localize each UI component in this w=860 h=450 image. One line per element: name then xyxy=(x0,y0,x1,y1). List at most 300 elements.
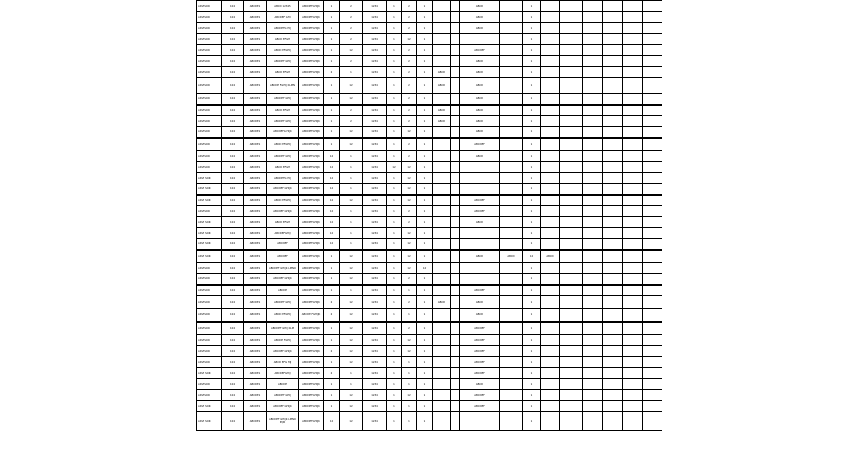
table-cell: 104 xyxy=(222,162,244,173)
table-cell: ABCD 12345 xyxy=(267,1,299,12)
table-cell xyxy=(560,151,583,162)
table-cell xyxy=(541,173,560,184)
table-cell: 12 xyxy=(340,309,363,322)
table-cell xyxy=(451,173,460,184)
table-cell xyxy=(500,138,523,151)
table-cell: ABCDE1 xyxy=(244,162,267,173)
table-cell: 1 xyxy=(523,412,541,431)
table-cell xyxy=(623,23,643,34)
table-cell: 1 xyxy=(387,138,402,151)
table-cell xyxy=(583,309,603,322)
table-cell: ABCD xyxy=(433,105,451,116)
table-cell: 1 xyxy=(387,116,402,127)
table-cell: ABCDEF GHIJ xyxy=(267,116,299,127)
table-row xyxy=(197,368,663,379)
table-cell: 12 xyxy=(340,401,363,412)
table-cell: 2 xyxy=(402,45,417,56)
table-cell xyxy=(560,127,583,138)
table-cell xyxy=(451,379,460,390)
table-cell: 1 xyxy=(417,379,433,390)
table-cell: 1234 xyxy=(363,390,387,401)
table-cell xyxy=(541,151,560,162)
table-cell xyxy=(603,228,623,239)
table-cell: ABCD EFGH xyxy=(267,217,299,228)
table-cell: ABCDEFGHIJK xyxy=(299,67,324,78)
table-row xyxy=(197,12,663,23)
table-cell xyxy=(560,228,583,239)
table-cell xyxy=(460,228,500,239)
table-cell xyxy=(583,138,603,151)
table-cell: 12 xyxy=(340,412,363,431)
table-cell: ABCDEF xyxy=(267,239,299,250)
table-cell xyxy=(541,401,560,412)
table-cell: ABCDE FGHIJ xyxy=(267,335,299,346)
table-cell: ABCD xyxy=(433,116,451,127)
table-cell: 1 xyxy=(417,67,433,78)
table-cell: ADVISOR xyxy=(197,67,222,78)
table-cell: 1 xyxy=(417,195,433,206)
table-cell: ABCDE1 xyxy=(244,1,267,12)
table-cell: 2 xyxy=(324,296,340,309)
table-cell: 12 xyxy=(324,151,340,162)
table-cell: ADVISOR xyxy=(197,285,222,296)
table-cell: 1 xyxy=(402,309,417,322)
table-cell xyxy=(460,263,500,274)
table-row xyxy=(197,34,663,45)
table-row xyxy=(197,116,663,127)
table-cell: ABCD xyxy=(460,67,500,78)
table-cell: ABCDEFGHIJK xyxy=(299,274,324,285)
table-cell: 1 xyxy=(324,127,340,138)
table-cell: 104 xyxy=(222,45,244,56)
table-cell: 12 xyxy=(324,239,340,250)
table-cell: ABCDEF xyxy=(460,346,500,357)
table-cell: 1 xyxy=(417,138,433,151)
table-cell xyxy=(541,239,560,250)
table-cell xyxy=(460,184,500,195)
table-cell: 1 xyxy=(523,217,541,228)
table-cell: 2 xyxy=(402,116,417,127)
table-cell xyxy=(643,285,663,296)
table-cell: 1 xyxy=(523,34,541,45)
table-cell: ABCDEF xyxy=(460,138,500,151)
table-cell: 1 xyxy=(523,184,541,195)
table-cell: 104 xyxy=(222,184,244,195)
table-cell xyxy=(643,23,663,34)
table-cell xyxy=(603,67,623,78)
table-cell xyxy=(500,285,523,296)
table-cell: 12 xyxy=(523,250,541,263)
table-cell: 1 xyxy=(324,12,340,23)
table-cell xyxy=(500,274,523,285)
table-cell xyxy=(560,285,583,296)
table-cell xyxy=(583,1,603,12)
table-cell: 1 xyxy=(387,285,402,296)
table-cell: 1 xyxy=(324,94,340,105)
table-cell xyxy=(541,127,560,138)
table-cell xyxy=(623,296,643,309)
table-cell xyxy=(643,217,663,228)
table-cell: 12 xyxy=(402,239,417,250)
table-cell xyxy=(583,116,603,127)
table-cell xyxy=(623,401,643,412)
table-cell xyxy=(583,162,603,173)
table-cell: 1 xyxy=(340,239,363,250)
table-cell xyxy=(451,309,460,322)
table-cell: ADVISOR xyxy=(197,151,222,162)
table-cell: ADVISOR xyxy=(197,357,222,368)
table-cell xyxy=(583,322,603,335)
table-cell: 1 xyxy=(387,45,402,56)
table-cell: 1 xyxy=(340,368,363,379)
table-cell: 2 xyxy=(402,23,417,34)
table-cell: ABCD xyxy=(460,12,500,23)
table-cell xyxy=(541,228,560,239)
table-cell: ABCDEFGHIJK xyxy=(299,401,324,412)
table-cell: ADVISOR xyxy=(197,116,222,127)
table-cell: 104 xyxy=(222,23,244,34)
table-cell xyxy=(603,184,623,195)
table-cell: ABCDEFGHIJK xyxy=(299,127,324,138)
table-cell: 1 xyxy=(324,1,340,12)
table-cell xyxy=(560,357,583,368)
table-cell: ADVISOR xyxy=(197,127,222,138)
table-cell xyxy=(500,184,523,195)
table-cell: 1234 xyxy=(363,322,387,335)
table-cell: ABCDEFGHIJK xyxy=(299,105,324,116)
table-cell: ABCDE1 xyxy=(244,78,267,94)
table-cell xyxy=(603,78,623,94)
table-cell xyxy=(603,357,623,368)
table-cell xyxy=(451,368,460,379)
table-cell: 1 xyxy=(523,368,541,379)
table-cell xyxy=(560,412,583,431)
table-cell xyxy=(643,78,663,94)
table-cell xyxy=(560,217,583,228)
table-cell xyxy=(541,12,560,23)
table-cell xyxy=(560,263,583,274)
table-cell: 12 xyxy=(402,335,417,346)
table-cell: ABCD xyxy=(460,78,500,94)
table-cell xyxy=(433,162,451,173)
table-cell: ABCDEFGHIJK xyxy=(299,346,324,357)
table-cell xyxy=(500,239,523,250)
table-cell: 1 xyxy=(417,127,433,138)
table-cell xyxy=(603,239,623,250)
table-cell xyxy=(451,401,460,412)
table-cell xyxy=(583,12,603,23)
table-cell: ABCD EFGH xyxy=(267,34,299,45)
table-cell: ABCD EFGHIJ xyxy=(267,195,299,206)
table-cell: ABCDEFGHIJ xyxy=(267,228,299,239)
table-cell xyxy=(541,263,560,274)
table-cell xyxy=(643,263,663,274)
table-cell: 1 xyxy=(523,12,541,23)
table-cell: 1 xyxy=(523,228,541,239)
table-cell: 1234 xyxy=(363,357,387,368)
table-cell: 12 xyxy=(387,162,402,173)
table-cell xyxy=(541,78,560,94)
table-cell: ADVISOR xyxy=(197,12,222,23)
table-cell: 1 xyxy=(387,195,402,206)
table-cell: 1 xyxy=(340,285,363,296)
table-cell xyxy=(603,412,623,431)
table-cell xyxy=(623,34,643,45)
table-cell xyxy=(643,250,663,263)
table-cell xyxy=(603,322,623,335)
table-cell xyxy=(541,67,560,78)
table-cell: ABCDEFGHIJK xyxy=(299,357,324,368)
table-cell: 1 xyxy=(417,228,433,239)
table-cell: 1 xyxy=(417,116,433,127)
table-row xyxy=(197,274,663,285)
table-cell xyxy=(643,274,663,285)
table-cell: 1 xyxy=(387,401,402,412)
table-cell: ABCDE1 xyxy=(244,195,267,206)
table-cell: ABCDE1 xyxy=(244,67,267,78)
table-cell xyxy=(603,45,623,56)
table-cell xyxy=(451,390,460,401)
table-cell: ABCDEF GHIJK xyxy=(267,274,299,285)
table-cell: 1 xyxy=(340,217,363,228)
table-cell: 1 xyxy=(340,379,363,390)
table-cell: 12 xyxy=(340,335,363,346)
table-cell xyxy=(603,34,623,45)
table-cell xyxy=(500,23,523,34)
table-cell: 1234 xyxy=(363,379,387,390)
table-cell: ABCDE1 xyxy=(244,263,267,274)
table-cell: 1 xyxy=(387,151,402,162)
table-cell xyxy=(583,250,603,263)
table-cell: 104 xyxy=(222,379,244,390)
table-cell: ABCDEFGHIJK xyxy=(299,162,324,173)
table-cell xyxy=(541,116,560,127)
table-row xyxy=(197,401,663,412)
table-cell xyxy=(560,239,583,250)
table-cell xyxy=(643,173,663,184)
table-cell xyxy=(643,346,663,357)
table-row xyxy=(197,162,663,173)
table-cell: 104 xyxy=(222,195,244,206)
table-cell xyxy=(623,263,643,274)
table-cell: 104 xyxy=(222,309,244,322)
table-cell: 1 xyxy=(417,78,433,94)
table-cell: 2 xyxy=(402,151,417,162)
table-row xyxy=(197,228,663,239)
table-cell: 1 xyxy=(402,379,417,390)
table-cell xyxy=(623,379,643,390)
table-cell xyxy=(560,379,583,390)
table-cell: 1 xyxy=(387,78,402,94)
table-cell xyxy=(451,206,460,217)
table-cell: 12 xyxy=(340,296,363,309)
table-cell: 12 xyxy=(324,184,340,195)
table-cell: 12 xyxy=(324,173,340,184)
table-cell xyxy=(643,412,663,431)
table-cell: 1 xyxy=(387,217,402,228)
table-cell: 2 xyxy=(402,105,417,116)
table-cell: 1 xyxy=(324,23,340,34)
table-cell: 104 xyxy=(222,401,244,412)
table-cell xyxy=(541,309,560,322)
table-cell: ADVISOR xyxy=(197,263,222,274)
table-cell: ABCDEF GHIJK xyxy=(267,346,299,357)
table-cell xyxy=(603,56,623,67)
table-cell: ABCD xyxy=(460,379,500,390)
table-cell: 1234 xyxy=(363,368,387,379)
table-cell: ABCDEF GHIJK xyxy=(267,401,299,412)
table-cell: 1 xyxy=(324,116,340,127)
table-cell: ABCDE1 xyxy=(244,379,267,390)
table-cell: ABCDEF xyxy=(460,357,500,368)
table-cell: ABCDEF GHIJ xyxy=(267,94,299,105)
table-cell xyxy=(623,368,643,379)
table-cell: ABCDE xyxy=(267,285,299,296)
table-cell: ABCDEFGHIJK xyxy=(299,390,324,401)
table-cell xyxy=(451,412,460,431)
table-cell: 1 xyxy=(417,274,433,285)
table-cell: 1 xyxy=(523,274,541,285)
table-cell xyxy=(583,217,603,228)
table-cell xyxy=(560,322,583,335)
table-cell xyxy=(433,335,451,346)
table-cell: 1 xyxy=(387,357,402,368)
table-cell: 1 xyxy=(417,94,433,105)
table-cell: 104 xyxy=(222,346,244,357)
table-cell: ABCD xyxy=(460,116,500,127)
table-cell: 1 xyxy=(324,263,340,274)
table-cell xyxy=(541,34,560,45)
table-cell xyxy=(623,346,643,357)
table-cell: 12 xyxy=(340,346,363,357)
table-cell xyxy=(433,250,451,263)
table-cell xyxy=(603,296,623,309)
table-cell: 1 xyxy=(523,162,541,173)
table-cell: ADVI SOR xyxy=(197,184,222,195)
table-cell xyxy=(500,162,523,173)
table-cell: ABCDEFGHIJK xyxy=(299,45,324,56)
table-cell: 104 xyxy=(222,368,244,379)
table-cell: ABCDE1 xyxy=(244,184,267,195)
table-cell xyxy=(500,217,523,228)
table-cell xyxy=(623,162,643,173)
table-cell xyxy=(643,379,663,390)
table-cell xyxy=(623,217,643,228)
table-cell: 1 xyxy=(387,56,402,67)
table-cell: ADVISOR xyxy=(197,23,222,34)
table-row xyxy=(197,151,663,162)
table-cell: 2 xyxy=(402,56,417,67)
table-cell: 1 xyxy=(324,34,340,45)
table-row xyxy=(197,195,663,206)
table-cell: 1234 xyxy=(363,309,387,322)
table-cell: 2 xyxy=(340,34,363,45)
table-cell xyxy=(603,274,623,285)
table-cell xyxy=(603,151,623,162)
table-cell: ABCDEF GHIJ xyxy=(267,296,299,309)
table-cell: 1234 xyxy=(363,12,387,23)
table-cell xyxy=(583,239,603,250)
table-cell xyxy=(583,368,603,379)
table-cell: ABCDE1 xyxy=(244,357,267,368)
table-cell: ABCDE1 xyxy=(244,285,267,296)
table-cell xyxy=(560,296,583,309)
table-cell: 12 xyxy=(340,357,363,368)
table-cell xyxy=(541,94,560,105)
table-cell: 104 xyxy=(222,285,244,296)
table-cell xyxy=(643,401,663,412)
table-cell xyxy=(583,401,603,412)
table-cell xyxy=(623,412,643,431)
table-cell xyxy=(541,412,560,431)
table-cell: 12 xyxy=(402,228,417,239)
table-cell: 1 xyxy=(523,45,541,56)
table-row xyxy=(197,105,663,116)
table-cell: 1 xyxy=(417,217,433,228)
table-cell: 1 xyxy=(324,401,340,412)
table-cell: ABCDE1 xyxy=(244,368,267,379)
table-cell xyxy=(583,285,603,296)
table-cell: 1 xyxy=(387,309,402,322)
table-cell: 1 xyxy=(417,12,433,23)
table-cell: 12 xyxy=(402,127,417,138)
table-cell: 2 xyxy=(402,138,417,151)
table-row xyxy=(197,45,663,56)
table-cell xyxy=(541,23,560,34)
table-cell xyxy=(603,173,623,184)
table-cell: 1 xyxy=(523,390,541,401)
table-cell: 1 xyxy=(417,56,433,67)
table-cell: 2 xyxy=(324,309,340,322)
table-cell: ADVISOR xyxy=(197,105,222,116)
table-cell: 1 xyxy=(417,23,433,34)
table-cell: 104 xyxy=(222,173,244,184)
table-cell: 104 xyxy=(222,206,244,217)
table-row xyxy=(197,217,663,228)
table-cell: ABCDEFGHIJK xyxy=(299,228,324,239)
table-cell xyxy=(560,138,583,151)
table-cell: 1 xyxy=(417,335,433,346)
table-cell xyxy=(451,78,460,94)
table-cell: 1 xyxy=(402,357,417,368)
table-cell: 1 xyxy=(417,390,433,401)
table-cell: ADVISOR xyxy=(197,379,222,390)
table-cell xyxy=(583,105,603,116)
table-cell xyxy=(560,206,583,217)
table-cell xyxy=(451,23,460,34)
table-cell: 104 xyxy=(222,412,244,431)
table-cell: ABCDEFGHIJK xyxy=(299,195,324,206)
table-cell: ABCDEFGHIJK xyxy=(299,368,324,379)
table-cell: ABCDE1 xyxy=(244,12,267,23)
table-cell: ABCDEF xyxy=(460,206,500,217)
table-cell: 104 xyxy=(222,34,244,45)
table-cell: 1 xyxy=(523,322,541,335)
table-cell: ABCDEFGHIJK xyxy=(299,412,324,431)
table-cell: 1 xyxy=(402,412,417,431)
table-cell: ADVISOR xyxy=(197,346,222,357)
table-cell: ABCDE1 xyxy=(244,274,267,285)
table-cell: 104 xyxy=(222,390,244,401)
table-cell xyxy=(603,379,623,390)
table-cell xyxy=(541,56,560,67)
table-cell xyxy=(643,309,663,322)
table-cell: ABCD xyxy=(460,23,500,34)
table-cell xyxy=(583,274,603,285)
table-cell: 12 xyxy=(340,45,363,56)
table-row xyxy=(197,23,663,34)
table-cell: ADVI SOR xyxy=(197,217,222,228)
